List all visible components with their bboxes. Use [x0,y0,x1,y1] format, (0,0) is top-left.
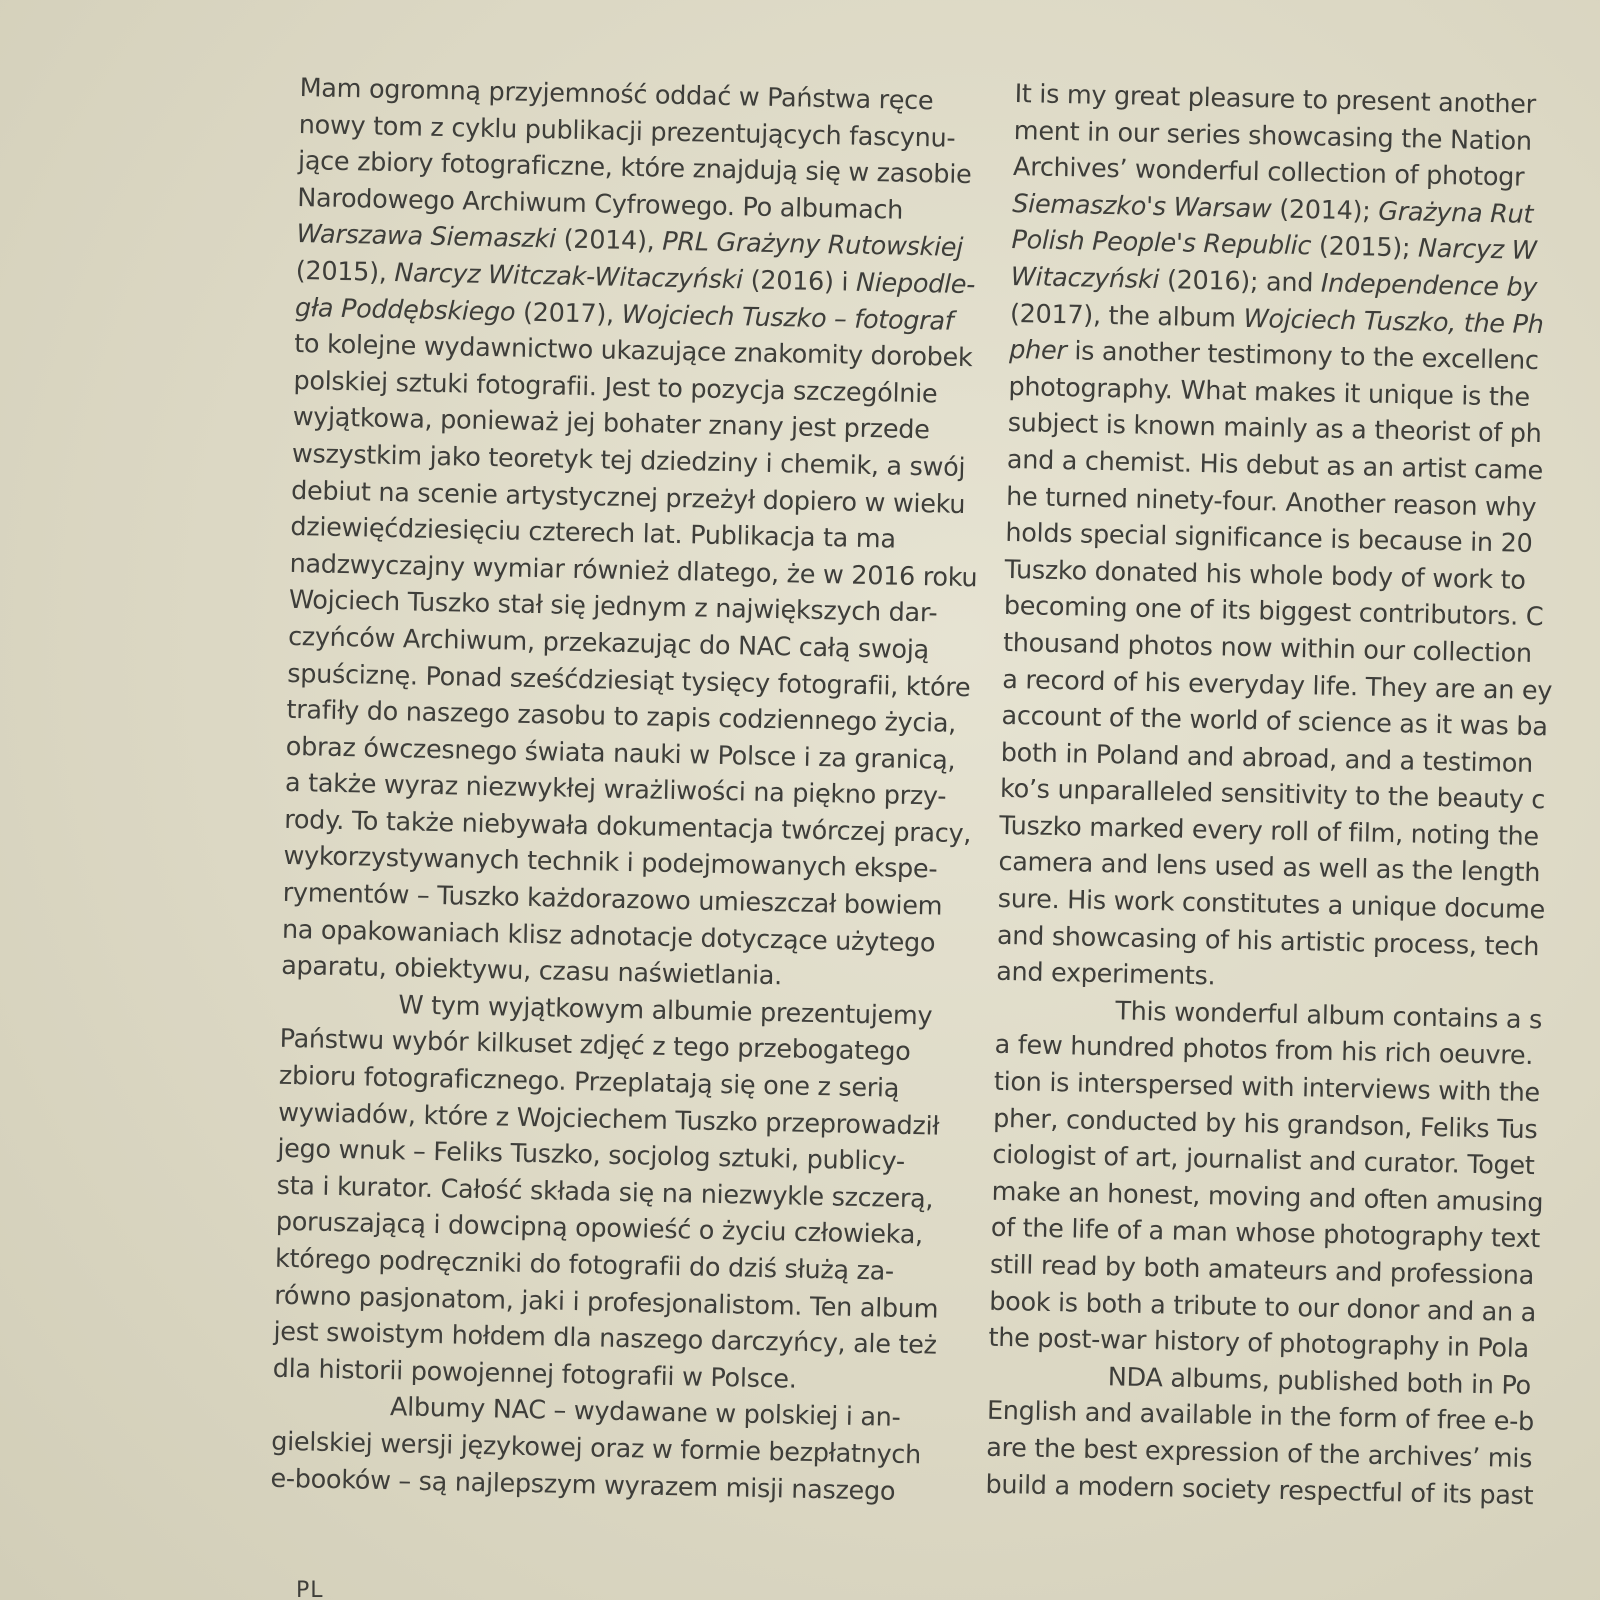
text-run: and a chemist. His debut as an artist came [1006,444,1544,487]
text-run: book is both a tribute to our donor and an a [989,1286,1537,1328]
text-run: nadzwyczajny wymiar również dlatego, że w 2016 roku [289,548,978,594]
italic-title-text: Niepodle- [855,267,976,301]
text-run: NDA albums, published both in Po [1107,1362,1532,1401]
text-run: ciologist of art, journalist and curator. Toget [992,1139,1535,1182]
paragraph [988,991,1600,1370]
italic-title-text: Grażyna Rut [1378,196,1534,230]
text-run: obraz ówczesnego świata nauki w Polsce i za granicą, [285,731,956,776]
text-run: a także wyraz niezwykłej wrażliwości na piękno przy- [284,768,947,812]
text-run: (2017), [514,297,622,330]
text-run: holds special significance is because in 20 [1005,518,1533,560]
paragraph [281,70,1000,999]
text-run: (2016) i [742,265,857,298]
text-run: still read by both amateurs and professiona [989,1249,1535,1292]
polish-text-column [270,70,1000,1512]
text-run: aparatu, obiektywu, czasu naświetlania. [280,951,783,992]
text-run: and showcasing of his artistic process, tech [996,920,1540,962]
text-run: jest swoistym hołdem dla naszego darczyńcy, ale też [273,1316,937,1361]
text-run: równo pasjonatom, jaki i profesjonalistom. Ten album [274,1280,939,1325]
text-run: zbioru fotograficznego. Przeplatają się one z serią [278,1060,900,1104]
text-run: camera and lens used as well as the length [998,847,1541,889]
text-run: e-booków – są najlepszym wyrazem misji naszego [270,1463,896,1507]
text-run: pher, conducted by his grandson, Feliks Tus [992,1103,1538,1145]
text-run: polskiej sztuki fotografii. Jest to pozycja szczególnie [293,365,938,410]
text-run: (2015), [295,255,395,288]
text-run: spuściznę. Ponad sześćdziesiąt tysięcy fotografii, które [287,658,971,703]
text-run: dla historii powojennej fotografii w Polsce. [272,1353,797,1395]
text-run: becoming one of its biggest contributors. C [1003,591,1544,633]
text-run: sure. His work constitutes a unique docume [997,883,1546,926]
text-run: (2017), the album [1009,298,1244,334]
english-text-column [985,76,1600,1516]
text-run: (2016); and [1158,265,1322,299]
paragraph [985,1357,1600,1516]
text-run: debiut na scenie artystycznej przeżył dopiero w wieku [290,475,966,520]
text-run: Albumy NAC – wydawane w polskiej i an- [389,1392,901,1434]
text-run: wywiadów, które z Wojciechem Tuszko przeprowadził [277,1097,940,1142]
italic-title-text: PRL Grażyny Rutowskiej [661,227,964,264]
italic-title-text: Polish People's Republic [1011,225,1312,262]
italic-title-text: Wojciech Tuszko – fotograf [621,299,954,337]
text-run: Narodowego Archiwum Cyfrowego. Po albumach [297,182,904,226]
italic-title-text: Warszawa Siemaszki [296,219,557,255]
text-run: Tuszko donated his whole body of work to [1004,554,1526,596]
italic-title-text: Narcyz Witczak-Witaczyński [394,257,744,296]
text-run: are the best expression of the archives’ mis [985,1432,1533,1475]
text-run: (2014); [1271,194,1379,227]
paragraph [270,1387,972,1511]
text-run: jące zbiory fotograficzne, które znajdują się w zasobie [297,146,972,191]
text-run: gielskiej wersji językowej oraz w formie bezpłatnych [270,1426,922,1471]
text-run: It is my great pleasure to present another [1014,78,1537,120]
italic-title-text: Witaczyński [1010,261,1160,296]
text-run: ko’s unparalleled sensitivity to the beauty c [999,774,1546,816]
text-run: sta i kurator. Całość składa się na niezwykle szczerą, [276,1170,934,1215]
text-run: wszystkim jako teoretyk tej dziedziny i chemik, a swój [291,438,966,483]
text-run: subject is known mainly as a theorist of ph [1007,408,1542,450]
italic-title-text: Wojciech Tuszko, the Ph [1243,303,1544,340]
text-run: czyńców Archiwum, przekazując do NAC całą swoją [287,621,930,666]
text-run: a record of his everyday life. They are an ey [1002,664,1553,706]
italic-title-text: gła Poddębskiego [294,292,516,328]
text-run: and experiments. [995,957,1216,992]
text-run: tion is interspersed with interviews with the [993,1066,1541,1109]
text-run: Wojciech Tuszko stał się jednym z największych dar- [288,585,938,629]
language-page-label: PL [296,1578,324,1600]
italic-title-text: Independence by [1320,268,1538,303]
text-run: (2015); [1310,231,1419,264]
text-run: build a modern society respectful of its past [985,1469,1534,1511]
text-run: of the life of a man whose photography text [990,1213,1541,1255]
text-run: to kolejne wydawnictwo ukazujące znakomity dorobek [293,329,973,374]
text-run: a few hundred photos from his rich oeuvre. [994,1030,1534,1072]
italic-title-text: Narcyz W [1417,233,1537,267]
text-run: nowy tom z cyklu publikacji prezentujących fascynu- [298,109,956,154]
text-run: na opakowaniach klisz adnotacje dotyczące użytego [281,914,936,959]
text-run: Archives’ wonderful collection of photogr [1012,152,1525,193]
text-run: dziewięćdziesięciu czterech lat. Publikacja ta ma [290,512,897,555]
text-run: W tym wyjątkowym albumie prezentujemy [398,990,933,1032]
text-run: both in Poland and abroad, and a testimon [1000,737,1534,779]
text-run: Tuszko marked every roll of film, noting the [998,810,1540,853]
text-run: thousand photos now within our collection [1002,627,1533,669]
text-run: (2014), [555,224,663,257]
text-run: make an honest, moving and often amusing [991,1176,1544,1219]
paragraph [996,76,1600,1004]
text-run: photography. What makes it unique is the [1008,371,1531,413]
italic-title-text: pher [1008,335,1067,367]
text-run: is another testimony to the excellenc [1066,336,1539,377]
text-run: This wonderful album contains a s [1115,996,1543,1036]
text-run: wyjątkowa, ponieważ jej bohater znany jest przede [292,402,930,446]
text-run: Mam ogromną przyjemność oddać w Państwa ręce [299,72,934,117]
paragraph [272,985,980,1402]
text-run: trafiły do naszego zasobu to zapis codziennego życia, [286,694,957,739]
text-run: the post-war history of photography in Pola [988,1322,1530,1365]
text-run: którego podręczniki do fotografii do dziś służą za- [274,1243,895,1287]
text-run: rody. To także niebywała dokumentacja twórczej pracy, [283,804,972,850]
text-run: he turned ninety-four. Another reason why [1005,481,1537,523]
text-run: ment in our series showcasing the Nation [1013,115,1533,157]
text-run: rymentów – Tuszko każdorazowo umieszczał bowiem [282,877,943,922]
italic-title-text: Siemaszko's Warsaw [1012,188,1272,225]
text-run: English and available in the form of free e-b [986,1396,1535,1438]
text-run: wykorzystywanych technik i podejmowanych ekspe- [283,841,938,885]
text-run: poruszającą i dowcipną opowieść o życiu człowieka, [275,1207,924,1251]
text-run: account of the world of science as it was ba [1001,700,1548,743]
text-run: jego wnuk – Feliks Tuszko, socjolog sztuki, publicy- [277,1133,906,1178]
text-run: Państwu wybór kilkuset zdjęć z tego przebogatego [279,1024,911,1068]
